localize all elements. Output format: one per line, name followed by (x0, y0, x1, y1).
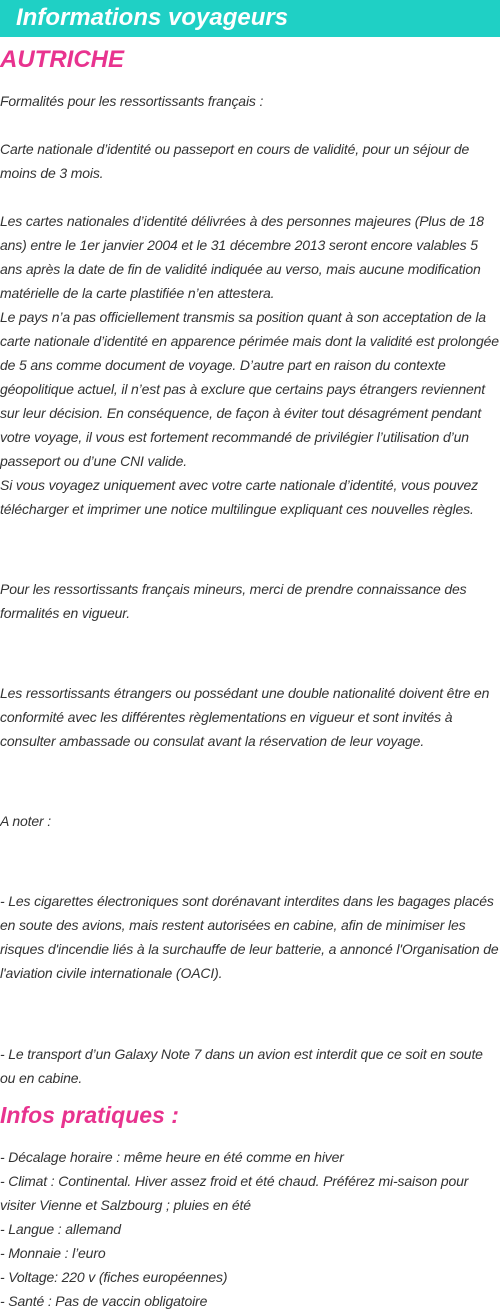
mineurs-paragraph: Pour les ressortissants français mineurs, merci de prendre connaissance des formalités en vigueur. (0, 581, 467, 621)
climat-item: - Climat : Continental. Hiver assez froid et été chaud. Préférez mi-saison pour visiter Vienne et Salzbourg ; pluies en été (0, 1173, 469, 1213)
formalites-intro: Formalités pour les ressortissants français : (0, 93, 264, 109)
galaxy-paragraph: - Le transport d’un Galaxy Note 7 dans un avion est interdit que ce soit en soute ou en cabine. (0, 1046, 483, 1086)
sante-item: - Santé : Pas de vaccin obligatoire (0, 1293, 208, 1309)
infos-pratiques-heading: Infos pratiques : (0, 1102, 179, 1128)
etrangers-paragraph: Les ressortissants étrangers ou possédant une double nationalité doivent être en conformité avec les différentes règlementations en vigueur et sont invités à consulter ambassade ou consulat avant la réservation de leur voyage. (0, 685, 490, 749)
voltage-item: - Voltage: 220 v (fiches européennes) (0, 1269, 228, 1285)
cni-prolongation-paragraph: Les cartes nationales d’identité délivrées à des personnes majeures (Plus de 18 ans) entre le 1er janvier 2004 et le 31 décembre 2013 seront encore valables 5 ans après la date de fin de validité indiquée au verso, mais aucune modification matérielle de la carte plastifiée n’en attestera. (0, 213, 484, 301)
a-noter-label: A noter : (0, 813, 52, 829)
cigarettes-paragraph: - Les cigarettes électroniques sont dorénavant interdites dans les bagages placés en soute des avions, mais restent autorisées en cabine, afin de minimiser les risques d'incendie liés à la surchauffe de leur batterie, a annoncé l'Organisation de l'aviation civile internationale (OACI). (0, 893, 499, 981)
country-heading: AUTRICHE (0, 46, 124, 73)
monnaie-item: - Monnaie : l’euro (0, 1245, 106, 1261)
carte-validite-paragraph: Carte nationale d’identité ou passeport en cours de validité, pour un séjour de moins de 3 mois. (0, 141, 470, 181)
decalage-item: - Décalage horaire : même heure en été comme en hiver (0, 1149, 344, 1165)
langue-item: - Langue : allemand (0, 1221, 121, 1237)
banner-title: Informations voyageurs (16, 4, 289, 31)
pays-position-paragraph: Le pays n’a pas officiellement transmis sa position quant à son acceptation de la carte nationale d’identité en apparence périmée mais dont la validité est prolongée de 5 ans comme document de voyage. D’autre part en raison du contexte géopolitique actuel, il n’est pas à exclure que certains pays étrangers reviennent sur leur décision. En conséquence, de façon à éviter tout désagrément pendant votre voyage, il vous est fortement recommandé de privilégier l’utilisation d’un passeport ou d’une CNI valide. (0, 309, 499, 469)
header-banner (0, 0, 500, 37)
notice-paragraph: Si vous voyagez uniquement avec votre carte nationale d’identité, vous pouvez télécharger et imprimer une notice multilingue expliquant ces nouvelles règles. (0, 477, 478, 517)
